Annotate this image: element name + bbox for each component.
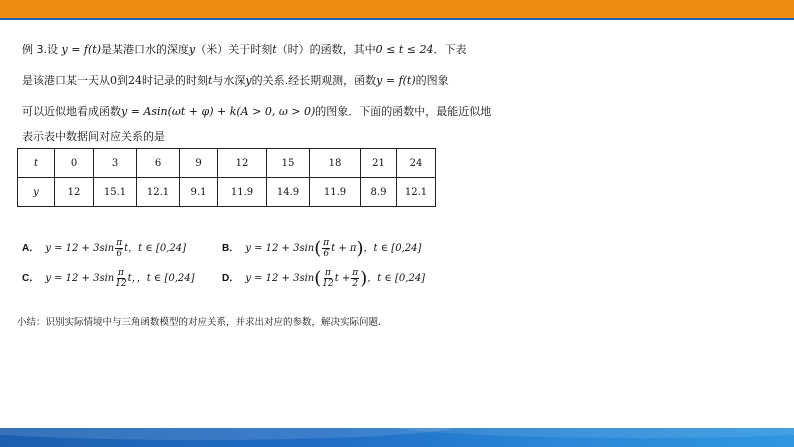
text: 例 3.设 xyxy=(22,43,62,56)
table-cell: 12.1 xyxy=(137,178,180,207)
table-cell: 8.9 xyxy=(361,178,397,207)
text: 的关系.经长期观测，函数 xyxy=(251,74,377,87)
denominator: 12 xyxy=(322,279,334,289)
text: ．下表 xyxy=(433,43,467,56)
option-label: D． xyxy=(222,272,240,284)
fraction xyxy=(115,238,123,259)
table-cell: t xyxy=(18,149,55,178)
table-cell: 0 xyxy=(55,149,94,178)
text: 的图象．下面的函数中，最能近似地 xyxy=(315,105,492,118)
math-var: t xyxy=(208,74,213,87)
option-d xyxy=(222,268,425,289)
table-cell: 9 xyxy=(180,149,218,178)
text: 是该港口某一天从 xyxy=(22,74,110,87)
math-var: y xyxy=(245,74,252,87)
option-formula: t + π xyxy=(331,242,357,254)
fraction xyxy=(115,268,126,289)
table-row xyxy=(18,178,436,207)
text: 可以近似地看成函数 xyxy=(22,105,121,118)
paren-left: ( xyxy=(314,237,322,259)
problem-line-4: 表示表中数据间对应关系的是 xyxy=(22,130,165,143)
problem-line-3 xyxy=(22,105,491,119)
option-formula: y = 12 + 3sin xyxy=(245,242,315,254)
top-orange-bar xyxy=(0,0,794,18)
text: 与水深 xyxy=(212,74,246,87)
option-formula: t xyxy=(127,272,132,284)
option-formula: y = 12 + 3sin xyxy=(45,242,115,254)
denominator: 6 xyxy=(116,249,123,259)
math-function: y = Asin(ωt + φ) + k(A > 0, ω > 0) xyxy=(121,105,316,118)
decor-wave xyxy=(0,428,460,440)
option-label: A． xyxy=(22,242,40,254)
math-var: t xyxy=(272,43,277,56)
decor-wave xyxy=(380,428,794,438)
paren-right: ) xyxy=(356,237,364,259)
fraction xyxy=(351,268,359,289)
text: （米）关于时刻 xyxy=(195,43,273,56)
text: 的图象 xyxy=(415,74,449,87)
math-range: 0 ≤ t ≤ 24 xyxy=(375,43,434,56)
table-cell: 24 xyxy=(397,149,436,178)
table-row xyxy=(18,149,436,178)
math-var: y xyxy=(189,43,196,56)
denominator: 6 xyxy=(323,249,330,259)
text: 时记录的时刻 xyxy=(142,74,208,87)
table-cell: 12 xyxy=(55,178,94,207)
numerator: π xyxy=(323,238,330,248)
math-function: y = f(t) xyxy=(61,43,101,56)
option-label: B． xyxy=(222,242,240,254)
numerator: π xyxy=(116,238,123,248)
number: 24 xyxy=(128,74,142,87)
table-cell: 21 xyxy=(361,149,397,178)
paren-right: ) xyxy=(360,267,368,289)
summary-text: 小结：识别实际情境中与三角函数模型的对应关系，并求出对应的参数，解决实际问题. xyxy=(17,317,382,328)
bottom-blue-bar xyxy=(0,428,794,447)
math-function: y = f(t) xyxy=(376,74,416,87)
data-table xyxy=(17,148,436,207)
numerator: π xyxy=(117,268,124,278)
table-cell: 15 xyxy=(267,149,310,178)
numerator: π xyxy=(325,268,331,278)
option-b xyxy=(222,238,421,259)
text: 到 xyxy=(117,74,128,87)
table-cell: 12.1 xyxy=(397,178,436,207)
option-domain: ，t ∈ [0,24] xyxy=(128,242,187,254)
top-blue-line xyxy=(0,18,794,20)
option-c xyxy=(22,268,195,289)
option-formula: t + xyxy=(334,272,351,284)
number: 0 xyxy=(110,74,117,87)
table-cell: 3 xyxy=(94,149,137,178)
text: 是某港口水的深度 xyxy=(101,43,189,56)
table-cell: 18 xyxy=(310,149,361,178)
fraction xyxy=(322,238,330,259)
table-cell: 14.9 xyxy=(267,178,310,207)
table-cell: 15.1 xyxy=(94,178,137,207)
table-cell: 11.9 xyxy=(218,178,267,207)
denominator: 12 xyxy=(115,279,127,289)
option-domain: ，，t ∈ [0,24] xyxy=(131,272,195,284)
table-cell: 9.1 xyxy=(180,178,218,207)
option-formula: y = 12 + 3sin xyxy=(245,272,315,284)
table-cell: 6 xyxy=(137,149,180,178)
option-formula: t xyxy=(124,242,129,254)
text: （时）的函数，其中 xyxy=(276,43,376,56)
fraction xyxy=(322,268,333,289)
numerator: π xyxy=(352,268,359,278)
option-domain: ，t ∈ [0,24] xyxy=(367,272,426,284)
table-cell: 12 xyxy=(218,149,267,178)
table-cell: y xyxy=(18,178,55,207)
option-label: C． xyxy=(22,272,40,284)
table-cell: 11.9 xyxy=(310,178,361,207)
problem-line-2 xyxy=(22,74,449,88)
denominator: 2 xyxy=(352,279,359,289)
option-a xyxy=(22,238,186,259)
problem-line-1 xyxy=(22,43,466,57)
option-domain: ，t ∈ [0,24] xyxy=(363,242,422,254)
option-formula: y = 12 + 3sin xyxy=(45,272,115,284)
paren-left: ( xyxy=(314,267,322,289)
